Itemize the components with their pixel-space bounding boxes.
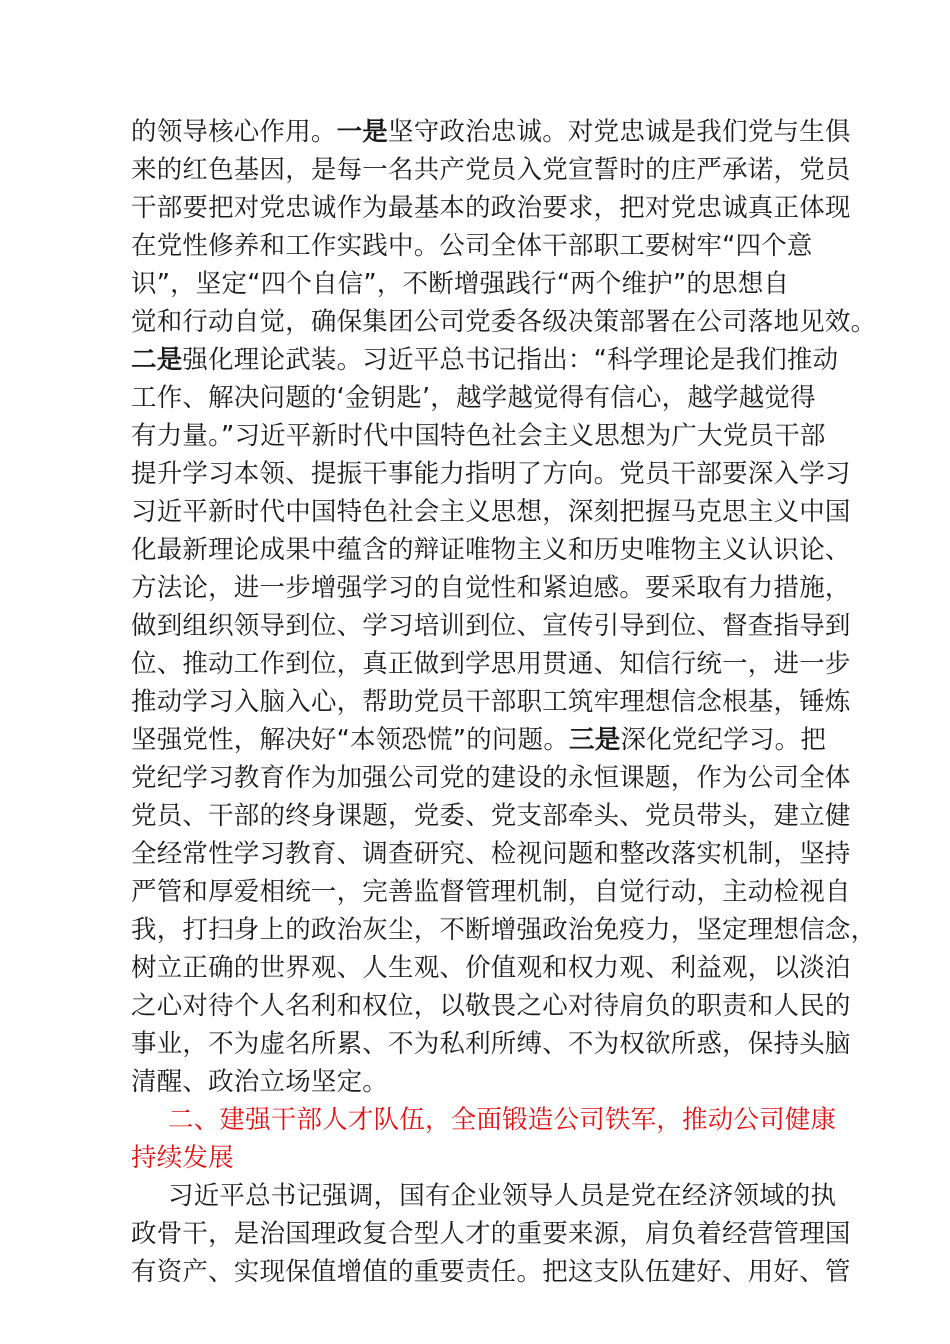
text-line: 树立正确的世界观、人生观、价值观和权力观、利益观，以淡泊 — [131, 953, 851, 983]
bold-marker: 二是 — [131, 345, 183, 375]
text-line: 提升学习本领、提振干事能力指明了方向。党员干部要深入学习 — [131, 459, 851, 489]
text-line: 全经常性学习教育、调查研究、检视问题和整改落实机制，坚持 — [131, 839, 851, 869]
text-line: 识”，坚定“四个自信”，不断增强践行“两个维护”的思想自 — [131, 269, 790, 299]
text-line: 严管和厚爱相统一，完善监督管理机制，自觉行动，主动检视自 — [131, 877, 851, 907]
text-line: 党员、干部的终身课题，党委、党支部牵头、党员带头，建立健 — [131, 801, 851, 831]
text-line: 习近平新时代中国特色社会主义思想，深刻把握马克思主义中国 — [131, 497, 851, 527]
text-line: 事业，不为虚名所累、不为私利所缚、不为权欲所惑，保持头脑 — [131, 1029, 851, 1059]
paragraph-line: 习近平总书记强调，国有企业领导人员是党在经济领域的执 — [168, 1181, 837, 1211]
text-line: 坚强党性，解决好“本领恐慌”的问题。三是深化党纪学习。把 — [131, 725, 827, 755]
text-line: 方法论，进一步增强学习的自觉性和紧迫感。要采取有力措施， — [131, 573, 851, 603]
text-line: 做到组织领导到位、学习培训到位、宣传引导到位、督查指导到 — [131, 611, 851, 641]
section-heading-continued: 持续发展 — [131, 1143, 234, 1173]
text-line: 化最新理论成果中蕴含的辩证唯物主义和历史唯物主义认识论、 — [131, 535, 851, 565]
text-line: 来的红色基因，是每一名共产党员入党宣誓时的庄严承诺，党员 — [131, 155, 851, 185]
text-line: 觉和行动自觉，确保集团公司党委各级决策部署在公司落地见效。 — [131, 307, 877, 337]
bold-marker: 一是 — [336, 117, 389, 147]
text-line: 之心对待个人名利和权位，以敬畏之心对待肩负的职责和人民的 — [131, 991, 851, 1021]
text-line: 工作、解决问题的‘金钥匙’，越学越觉得有信心，越学越觉得 — [131, 383, 816, 413]
bold-marker: 三是 — [569, 725, 621, 755]
text-line: 推动学习入脑入心，帮助党员干部职工筑牢理想信念根基，锤炼 — [131, 687, 851, 717]
text-line: 的领导核心作用。一是坚守政治忠诚。对党忠诚是我们党与生俱 — [131, 117, 851, 147]
text-line: 党纪学习教育作为加强公司党的建设的永恒课题，作为公司全体 — [131, 763, 851, 793]
paragraph-line: 有资产、实现保值增值的重要责任。把这支队伍建好、用好、管 — [131, 1257, 851, 1287]
text-line: 我，打扫身上的政治灰尘，不断增强政治免疫力，坚定理想信念， — [131, 915, 877, 945]
section-heading: 二、建强干部人才队伍，全面锻造公司铁军，推动公司健康 — [168, 1105, 837, 1135]
text-line: 有力量。”习近平新时代中国特色社会主义思想为广大党员干部 — [131, 421, 826, 451]
text-line: 干部要把对党忠诚作为最基本的政治要求，把对党忠诚真正体现 — [131, 193, 851, 223]
text-line: 清醒、政治立场坚定。 — [131, 1067, 389, 1097]
text-line: 位、推动工作到位，真正做到学思用贯通、知信行统一，进一步 — [131, 649, 851, 679]
text-line: 二是强化理论武装。习近平总书记指出：“科学理论是我们推动 — [131, 345, 839, 375]
paragraph-line: 政骨干，是治国理政复合型人才的重要来源，肩负着经营管理国 — [131, 1219, 851, 1249]
text-line: 在党性修养和工作实践中。公司全体干部职工要树牢“四个意 — [131, 231, 813, 261]
